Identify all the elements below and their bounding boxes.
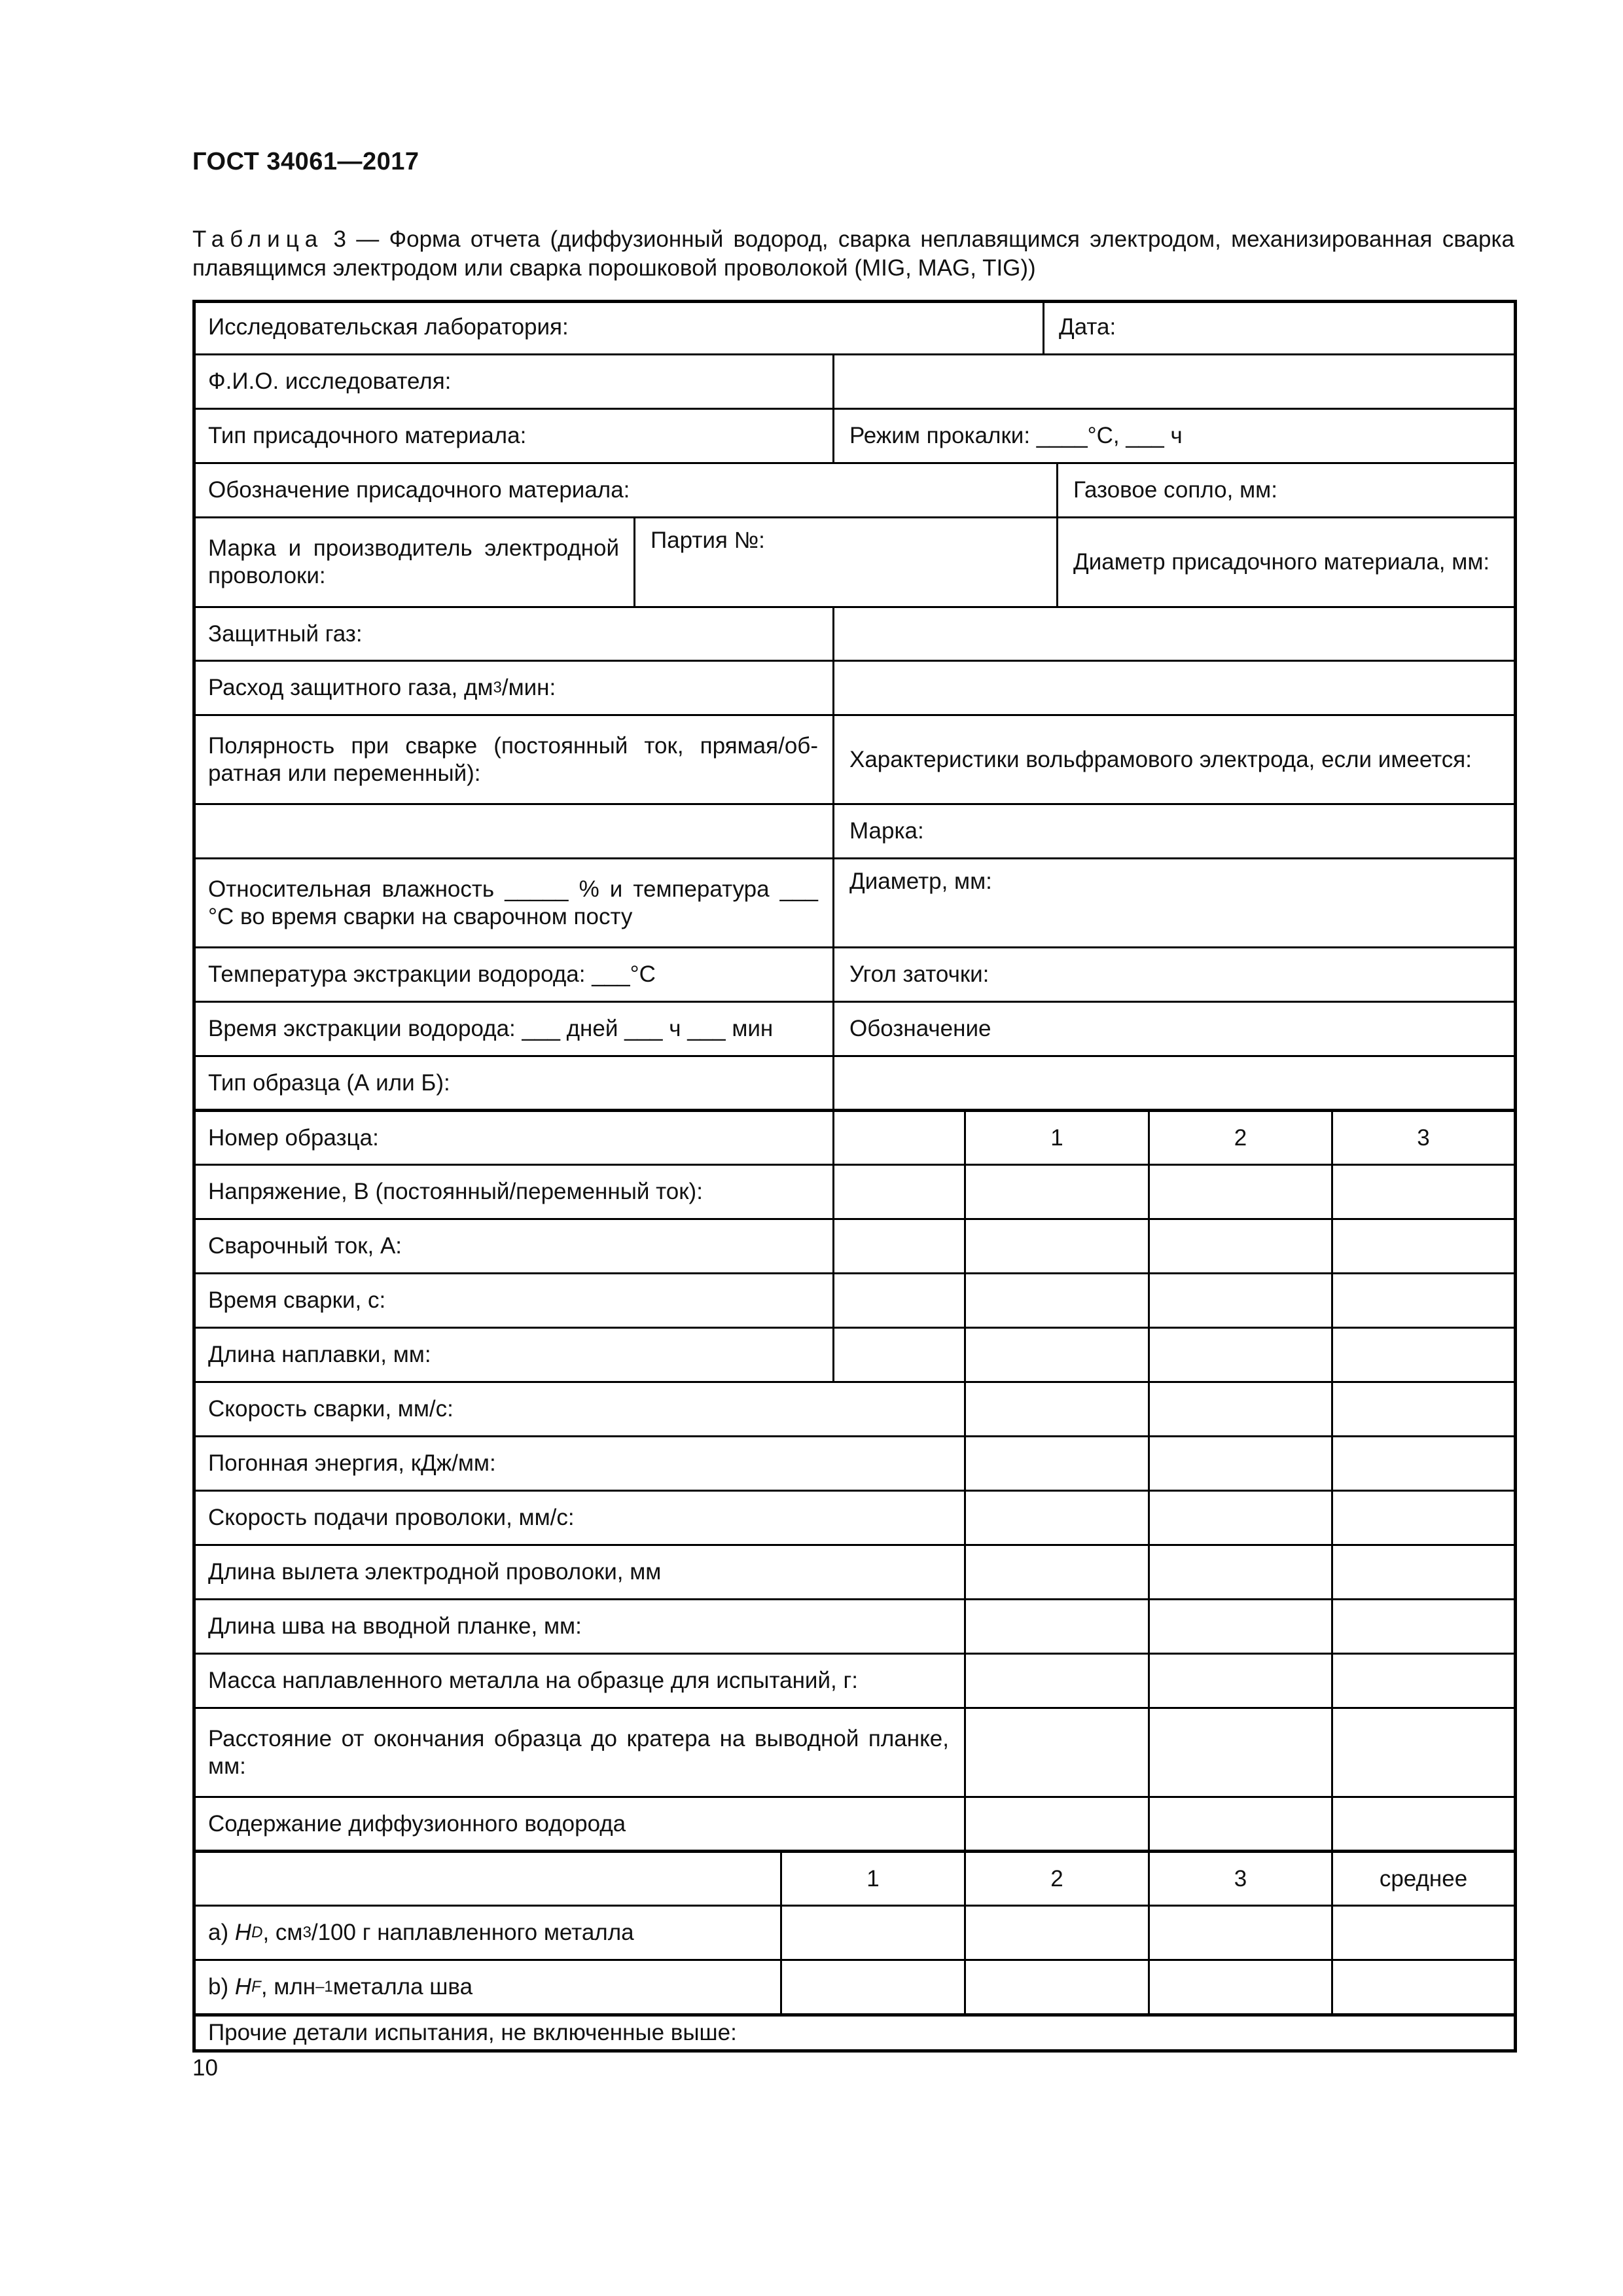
tungsten-label: Характеристики вольфрамового электрода, если имеется: [849,746,1472,772]
researcher-label: Ф.И.О. исследователя: [208,368,452,394]
param-row: Длина шва на вводной планке, мм: [208,1613,582,1639]
polarity-label: Полярность при сварке (постоянный ток, прямая/обратная или переменный): [208,732,818,786]
humidity-label: Относительная влажность _____ % и температура ___ °C во время сварки на сварочном посту [208,876,818,929]
param-row: Расстояние от окончания образца до кратера на выводной планке, мм: [208,1725,949,1779]
param-row: Скорость подачи проволоки, мм/с: [208,1505,575,1530]
param-row: Содержание диффузионного водорода [208,1810,626,1837]
hd-row-label: а) H D , см 3 /100 г наплавленного металла [208,1920,634,1945]
sample-number-label: Номер образца: [208,1124,379,1151]
sample-col-1: 1 [1050,1124,1063,1151]
filler-diameter-label: Диаметр присадочного материала, мм: [1073,549,1490,575]
report-form-table [192,300,1514,2050]
filler-type-label: Тип присадочного материала: [208,423,527,448]
gas-flow-label: Расход защитного газа, дм 3 /мин: [208,675,556,700]
date-label: Дата: [1059,314,1116,340]
shielding-gas-label: Защитный газ: [208,620,363,647]
filler-designation-label: Обозначение присадочного материала: [208,477,630,503]
bake-mode-label: Режим прокалки: ____°C, ___ ч [849,423,1183,448]
param-row: Напряжение, В (постоянный/переменный ток): [208,1179,703,1204]
extraction-temp-label: Температура экстракции водорода: ___°C [208,961,656,987]
h-col-1: 1 [866,1865,880,1892]
param-row: Масса наплавленного металла на образце для испытаний, г: [208,1668,858,1693]
param-row: Время сварки, с: [208,1287,386,1313]
gas-flow-unit: /мин: [501,675,556,700]
document-header: ГОСТ 34061—2017 [192,148,419,175]
gas-flow-text: Расход защитного газа, дм [208,675,493,700]
h-col-2: 2 [1050,1865,1063,1892]
batch-label: Партия №: [651,528,765,553]
param-row: Скорость сварки, мм/с: [208,1396,454,1422]
sample-col-3: 3 [1417,1124,1430,1151]
page-number: 10 [192,2055,218,2081]
caption-prefix: Таблица [192,226,324,252]
brand-label: Марка: [849,818,924,844]
param-row: Длина вылета электродной проволоки, мм [208,1559,662,1585]
table-caption [192,225,1514,283]
lab-label: Исследовательская лаборатория: [208,314,569,340]
diameter-label: Диаметр, мм: [849,869,992,894]
hf-row-label: b) H F , млн –1 металла шва [208,1974,473,2000]
caption-title: 3 — Форма отчета (диффузионный водород, сварка неплавящимся электродом, механизированная сварка плавящимся электродом или сварка порошковой проволокой (MIG, MAG, TIG)) [192,226,1514,281]
designation-label: Обозначение [849,1016,991,1041]
other-details-label: Прочие детали испытания, не включенные выше: [208,2020,737,2045]
sample-col-2: 2 [1234,1124,1247,1151]
extraction-time-label: Время экстракции водорода: ___ дней ___ ч ___ мин [208,1016,774,1041]
gas-nozzle-label: Газовое сопло, мм: [1073,477,1277,503]
polarity-value[interactable] [192,804,834,858]
shielding-gas-value[interactable] [834,607,1514,660]
gas-flow-value[interactable] [834,661,1514,715]
researcher-value[interactable] [834,355,1514,408]
param-row: Длина наплавки, мм: [208,1342,431,1367]
param-row: Погонная энергия, кДж/мм: [208,1450,496,1476]
grind-angle-label: Угол заточки: [849,961,990,987]
h-col-3: 3 [1234,1865,1247,1892]
param-row: Сварочный ток, А: [208,1233,402,1259]
wire-brand-label: Марка и производитель электродной проволоки: [208,535,619,588]
h-col-average: среднее [1379,1865,1468,1892]
sample-type-label: Тип образца (А или Б): [208,1069,450,1096]
